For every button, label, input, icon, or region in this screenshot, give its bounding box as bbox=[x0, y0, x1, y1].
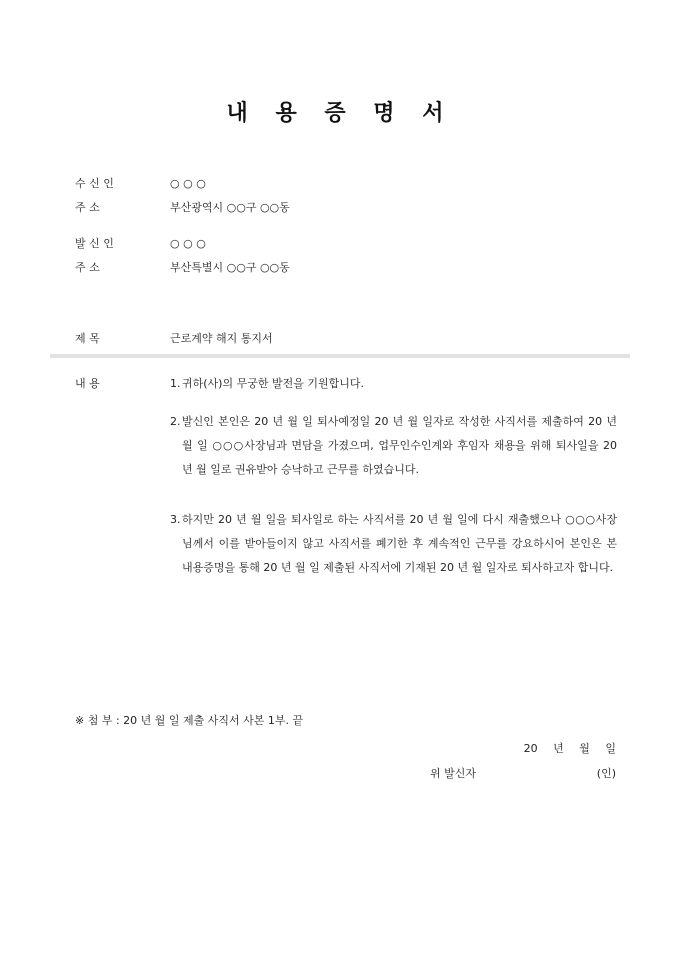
subject-value: 근로계약 해지 통지서 bbox=[170, 332, 273, 345]
subject-label: 제 목 bbox=[75, 332, 100, 345]
signature-label: 위 발신자 bbox=[430, 767, 477, 780]
paragraph-text: 발신인 본인은 20 년 월 일 퇴사예정일 20 년 월 일자로 작성한 사직서를 제출하여 20 년 월 일 ○○○사장님과 면담을 가졌으며, 업무인수인계와 후임자 채용을 위해 퇴사일을 20 년 월 일로 권유받아 승낙하고 근무를 하였습니다. bbox=[182, 415, 617, 476]
date-line: 20 년 월 일 bbox=[523, 742, 616, 755]
paragraph-text: 귀하(사)의 무궁한 발전을 기원합니다. bbox=[182, 377, 364, 390]
attachment-note: ※ 첨 부 : 20 년 월 일 제출 사직서 사본 1부. 끝 bbox=[75, 714, 304, 727]
sender-address: 부산특별시 ○○구 ○○동 bbox=[170, 261, 290, 274]
content-label: 내 용 bbox=[75, 377, 100, 390]
paragraph-text: 하지만 20 년 월 일을 퇴사일로 하는 사직서를 20 년 월 일에 다시 재출했으나 ○○○사장님께서 이를 받아들이지 않고 사직서를 폐기한 후 계속적인 근무를 강요하시어 본인은 본 내용증명을 통해 20 년 월 일 제출된 사직서에 기재된 20 년 월 일자로 퇴사하고자 합니다. bbox=[182, 513, 617, 574]
seal-mark: (인) bbox=[596, 767, 616, 780]
signature-line bbox=[430, 765, 616, 781]
recipient-name: ○ ○ ○ bbox=[170, 177, 206, 190]
sender-label-text: 발 신 인 bbox=[75, 237, 114, 250]
sender-name: ○ ○ ○ bbox=[170, 237, 206, 250]
recipient-label-text: 수 신 인 bbox=[75, 177, 114, 190]
sender-address-label: 주 소 bbox=[75, 261, 100, 274]
recipient-address: 부산광역시 ○○구 ○○동 bbox=[170, 201, 290, 214]
recipient-label bbox=[75, 177, 130, 191]
document-title: 내 용 증 명 서 bbox=[226, 101, 454, 126]
sender-label bbox=[75, 237, 130, 251]
paragraph-number: 1. bbox=[170, 377, 181, 390]
content-paragraph-3 bbox=[170, 508, 617, 580]
section-divider bbox=[50, 354, 630, 358]
content-paragraph-1 bbox=[170, 372, 617, 396]
content-paragraph-2 bbox=[170, 410, 617, 482]
paragraph-number: 2. bbox=[170, 415, 181, 428]
paragraph-number: 3. bbox=[170, 513, 181, 526]
recipient-address-label: 주 소 bbox=[75, 201, 100, 214]
